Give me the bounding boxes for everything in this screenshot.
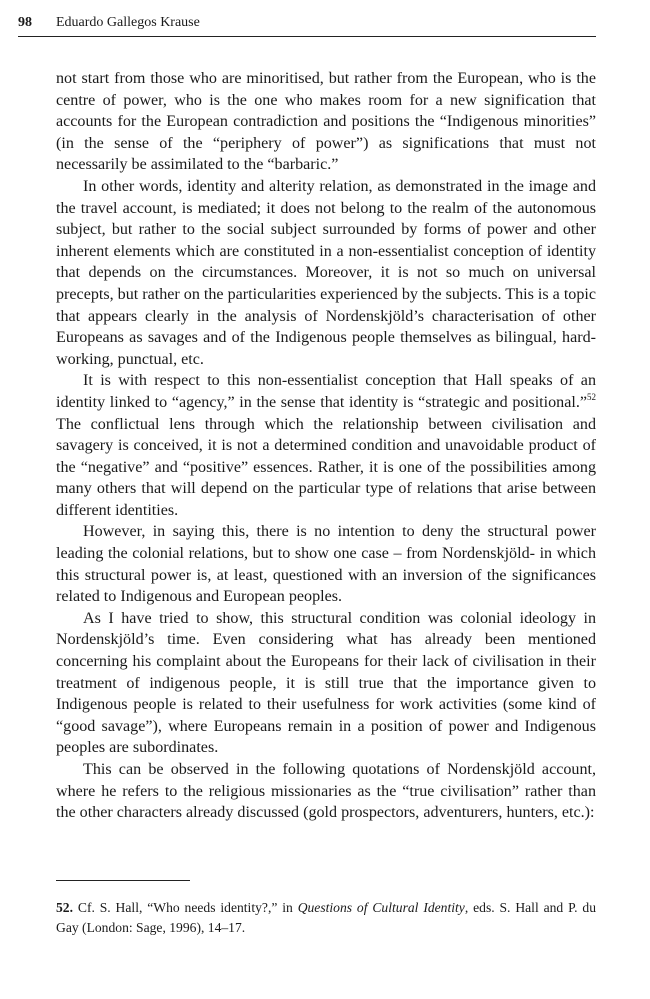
paragraph: As I have tried to show, this structural condition was colonial ideology in Nordenskjöld’s time. Even considering what has already been mentioned concerning his complaint about the Europeans for their lack of civilisation in their treatment of indigenous people, it is still true that the importance given to Indigenous people is related to their usefulness for work activities (some kind of “good savage”), where Europeans remain in a position of power and Indigenous peoples are subordinates.	[56, 609, 596, 757]
footnote-citation: , eds. S. Hall and P. du Gay (London: Sage, 1996), 14–17.	[56, 900, 596, 935]
footnote-divider	[56, 880, 190, 881]
footnote-text: Cf. S. Hall, “Who needs identity?,” in	[77, 900, 293, 915]
paragraph	[56, 370, 596, 521]
footnote-number: 52.	[56, 900, 73, 915]
paragraph: In other words, identity and alterity relation, as demonstrated in the image and the travel account, is mediated; it does not belong to the realm of the autonomous subject, but rather to the social subject surrounded by forms of power and other inherent elements which are constituted in a non-essentialist conception of identity that depends on the circumstances. Moreover, it is not so much on universal precepts, but rather on the particularities experienced by the subjects. This is a topic that appears clearly in the analysis of Nordenskjöld’s characterisation of other Europeans as savages and of the Indigenous people themselves as bilingual, hard-working, punctual, etc.	[56, 177, 597, 368]
paragraph-text: The conflictual lens through which the relationship between civilisation and savagery is conceived, it is not a determined condition and unavoidable product of the “negative” and “positive” essences. Rather, it is one of the possibilities among many others that will depend on the particular type of relations that arise between different identities.	[56, 415, 596, 519]
paragraph: This can be observed in the following quotations of Nordenskjöld account, where he refers to the religious missionaries as the “true civilisation” rather than the other characters already discussed (gold prospectors, adventurers, hunters, etc.):	[56, 761, 596, 822]
author-running-head: Eduardo Gallegos Krause	[56, 15, 200, 30]
running-header	[18, 14, 596, 37]
footnote-reference[interactable]: 52	[587, 391, 596, 402]
paragraph: However, in saying this, there is no intention to deny the structural power leading the colonial relations, but to show one case – from Nordenskjöld- in which this structural power is, at least, questioned with an inversion of the significances related to Indigenous and European peoples.	[56, 523, 596, 606]
paragraph: not start from those who are minoritised, but rather from the European, who is the centre of power, who is the one who makes room for a new signification that accounts for the European contradiction and positions the “Indigenous minorities” (in the sense of the “periphery of power”) as significations that must not necessarily be assimilated to the “barbaric.”	[56, 70, 596, 174]
footnote-book-title: Questions of Cultural Identity	[297, 900, 465, 915]
body-text	[56, 68, 596, 824]
footnote	[56, 898, 596, 938]
page-number: 98	[18, 15, 32, 30]
paragraph-text: It is with respect to this non-essentialist conception that Hall speaks of an identity linked to “agency,” in the sense that identity is “strategic and positional.”	[56, 372, 596, 411]
